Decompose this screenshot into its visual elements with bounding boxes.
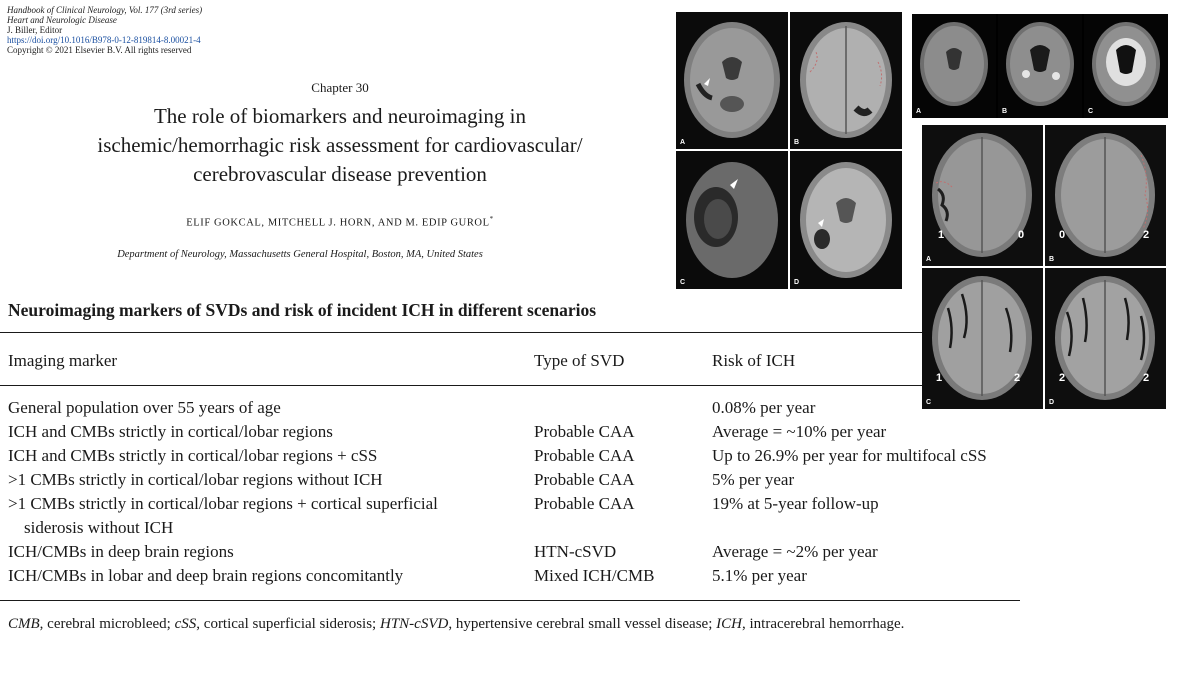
swi-scan-c bbox=[922, 268, 1043, 409]
brain-scan-a bbox=[676, 12, 788, 149]
title-line-3: cerebrovascular disease prevention bbox=[193, 162, 487, 186]
score-d-right: 2 bbox=[1143, 372, 1150, 384]
cell-svd: Probable CAA bbox=[534, 494, 635, 513]
css-label-d: D bbox=[1049, 399, 1055, 406]
cell-risk: 5.1% per year bbox=[712, 566, 807, 585]
score-b-right: 2 bbox=[1143, 229, 1150, 241]
author-list bbox=[0, 215, 680, 229]
cell-marker: General population over 55 years of age bbox=[8, 398, 281, 417]
cell-risk: 19% at 5-year follow-up bbox=[712, 494, 879, 513]
css-label-a: A bbox=[926, 256, 932, 263]
abbr-htn-csvd: HTN-cSVD bbox=[379, 616, 449, 632]
cell-marker: ICH and CMBs strictly in cortical/lobar regions bbox=[8, 422, 333, 441]
panel-label-c: C bbox=[680, 279, 686, 286]
table-bottom-rule bbox=[0, 600, 1020, 601]
brain-scan-c bbox=[676, 151, 788, 289]
panel-label-d: D bbox=[794, 279, 800, 286]
css-panel-c bbox=[922, 268, 1043, 409]
brain-scan-b bbox=[790, 12, 902, 149]
strip-label-c: C bbox=[1088, 108, 1094, 115]
cell-risk: Average = ~2% per year bbox=[712, 542, 878, 561]
def-cmb: , cerebral microbleed; bbox=[39, 616, 175, 632]
cell-marker bbox=[8, 492, 528, 540]
cell-risk: Average = ~10% per year bbox=[712, 422, 887, 441]
mri-panel-a bbox=[676, 12, 788, 149]
cell-risk: 5% per year bbox=[712, 470, 795, 489]
cell-risk: 0.08% per year bbox=[712, 398, 816, 417]
flair-scan-c bbox=[1084, 14, 1168, 118]
cell-svd: Probable CAA bbox=[534, 470, 635, 489]
table-title: Neuroimaging markers of SVDs and risk of incident ICH in different scenarios bbox=[8, 300, 597, 320]
corresponding-mark: * bbox=[489, 215, 494, 223]
panel-label-a: A bbox=[680, 139, 686, 146]
affiliation: Department of Neurology, Massachusetts General Hospital, Boston, MA, United States bbox=[117, 249, 483, 260]
flair-scan-b bbox=[998, 14, 1082, 118]
score-d-left: 2 bbox=[1059, 372, 1066, 384]
strip-label-b: B bbox=[1002, 108, 1008, 115]
title-line-1: The role of biomarkers and neuroimaging in bbox=[153, 104, 527, 128]
mri-strip-panel-b bbox=[998, 14, 1082, 118]
score-c-right: 2 bbox=[1014, 372, 1021, 384]
def-htn-csvd: , hypertensive cerebral small vessel disease; bbox=[448, 616, 717, 632]
abbr-css: cSS bbox=[174, 616, 197, 632]
cell-marker: ICH and CMBs strictly in cortical/lobar regions + cSS bbox=[8, 446, 378, 465]
mri-figure-bottom-right bbox=[922, 125, 1166, 409]
strip-label-a: A bbox=[916, 108, 922, 115]
css-label-c: C bbox=[926, 399, 932, 406]
cell-svd: HTN-cSVD bbox=[534, 542, 617, 561]
mri-strip-panel-c bbox=[1084, 14, 1168, 118]
header-imaging-marker: Imaging marker bbox=[8, 351, 118, 370]
cell-marker: ICH/CMBs in deep brain regions bbox=[8, 542, 234, 561]
swi-scan-a bbox=[922, 125, 1043, 266]
header-ich-risk: Risk of ICH bbox=[712, 351, 796, 370]
score-a-right: 0 bbox=[1018, 229, 1025, 241]
def-ich: , intracerebral hemorrhage. bbox=[741, 616, 905, 632]
cell-svd: Probable CAA bbox=[534, 422, 635, 441]
mri-figure-top-right bbox=[912, 14, 1168, 118]
def-css: , cortical superficial siderosis; bbox=[196, 616, 380, 632]
cell-risk: Up to 26.9% per year for multifocal cSS bbox=[712, 446, 987, 465]
doi-link[interactable]: https://doi.org/10.1016/B978-0-12-819814-8.00021-4 bbox=[7, 35, 201, 45]
header-svd-type: Type of SVD bbox=[534, 351, 625, 370]
journal-line: Handbook of Clinical Neurology, Vol. 177 (3rd series) bbox=[7, 5, 203, 15]
cell-svd: Mixed ICH/CMB bbox=[534, 566, 655, 585]
title-line-2: ischemic/hemorrhagic risk assessment for cardiovascular/ bbox=[97, 133, 583, 157]
swi-scan-d bbox=[1045, 268, 1166, 409]
table-footnote bbox=[8, 612, 1020, 636]
cell-marker-line-2: siderosis without ICH bbox=[24, 518, 174, 537]
table-header-rule bbox=[0, 385, 922, 386]
css-label-b: B bbox=[1049, 256, 1055, 263]
swi-scan-b bbox=[1045, 125, 1166, 266]
brain-scan-d bbox=[790, 151, 902, 289]
cell-marker: >1 CMBs strictly in cortical/lobar regions without ICH bbox=[8, 470, 383, 489]
css-panel-a bbox=[922, 125, 1043, 266]
mri-figure-left bbox=[676, 12, 902, 289]
mri-panel-b bbox=[790, 12, 902, 149]
mri-strip-panel-a bbox=[912, 14, 996, 118]
citation-block bbox=[7, 5, 202, 55]
authors-text: ELIF GOKCAL, MITCHELL J. HORN, AND M. EDIP GUROL bbox=[186, 217, 490, 229]
abbr-ich: ICH bbox=[716, 616, 742, 632]
css-panel-b bbox=[1045, 125, 1166, 266]
cell-svd: Probable CAA bbox=[534, 446, 635, 465]
css-panel-d bbox=[1045, 268, 1166, 409]
abbr-cmb: CMB bbox=[8, 616, 40, 632]
cell-marker: ICH/CMBs in lobar and deep brain regions concomitantly bbox=[8, 566, 404, 585]
flair-scan-a bbox=[912, 14, 996, 118]
table-top-rule bbox=[0, 332, 922, 333]
chapter-number: Chapter 30 bbox=[311, 80, 369, 95]
copyright-line: Copyright © 2021 Elsevier B.V. All rights reserved bbox=[7, 45, 192, 55]
score-a-left: 1 bbox=[938, 229, 945, 241]
score-b-left: 0 bbox=[1059, 229, 1066, 241]
cell-marker-line-1: >1 CMBs strictly in cortical/lobar regions + cortical superficial bbox=[8, 494, 438, 513]
editor-line: J. Biller, Editor bbox=[7, 25, 63, 35]
mri-panel-d bbox=[790, 151, 902, 289]
mri-panel-c bbox=[676, 151, 788, 289]
chapter-title bbox=[20, 102, 660, 189]
score-c-left: 1 bbox=[936, 372, 943, 384]
panel-label-b: B bbox=[794, 139, 800, 146]
volume-title: Heart and Neurologic Disease bbox=[7, 15, 117, 25]
